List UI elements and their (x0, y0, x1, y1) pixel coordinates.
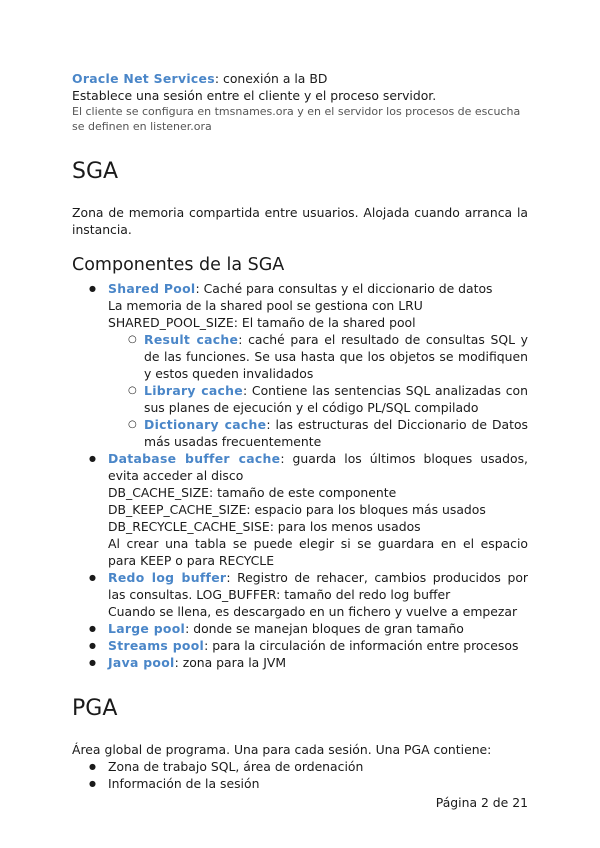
term-java-pool: Java pool (108, 655, 175, 670)
pga-list (72, 758, 528, 792)
page-number: Página 2 de 21 (435, 795, 528, 810)
intro-note: El cliente se configura en tmsnames.ora y en el servidor los procesos de escucha se definen en listener.ora (72, 105, 521, 133)
sublist-item-dictionary-cache: ○ Dictionary cache: las estructuras del Diccionario de Datos más usadas frecuentemente (108, 416, 528, 450)
sublist-item-result-cache: ○ Result cache: caché para el resultado de consultas SQL y de las funciones. Se usa hasta que los objetos se modifiquen y estos queden invalidados (108, 331, 528, 382)
components-list (72, 280, 528, 671)
term-result-cache: Result cache (144, 332, 239, 347)
term-large-pool: Large pool (108, 621, 186, 636)
term-redo-log-buffer: Redo log buffer (108, 570, 227, 585)
heading-pga: PGA (72, 696, 118, 721)
shared-pool-sublist (108, 331, 528, 450)
sublist-item-library-cache: ○ Library cache: Contiene las sentencias SQL analizadas con sus planes de ejecución y el código PL/SQL compilado (108, 382, 528, 416)
pga-paragraph: Área global de programa. Una para cada sesión. Una PGA contiene: (72, 742, 492, 757)
intro-line-2: Establece una sesión entre el cliente y el proceso servidor. (72, 88, 437, 103)
term-oracle-net-services: Oracle Net Services (72, 71, 215, 86)
term-shared-pool: Shared Pool (108, 281, 196, 296)
heading-componentes-sga: Componentes de la SGA (72, 255, 285, 275)
buffer-cache-line-3: DB_KEEP_CACHE_SIZE: espacio para los bloques más usados (108, 502, 486, 517)
sga-paragraph: Zona de memoria compartida entre usuarios. Alojada cuando arranca la instancia. (72, 205, 528, 237)
intro-line-1: Oracle Net Services: conexión a la BD (72, 71, 328, 86)
heading-sga: SGA (72, 159, 119, 184)
redo-log-line-2: Cuando se llena, es descargado en un fichero y vuelve a empezar (108, 604, 518, 619)
term-dictionary-cache: Dictionary cache (144, 417, 267, 432)
buffer-cache-line-4: DB_RECYCLE_CACHE_SISE: para los menos usados (108, 519, 421, 534)
shared-pool-line-3: SHARED_POOL_SIZE: El tamaño de la shared pool (108, 315, 416, 330)
list-item-streams-pool: ● Streams pool: para la circulación de información entre procesos (72, 637, 528, 654)
term-library-cache: Library cache (144, 383, 243, 398)
list-item-pga-1: ● Zona de trabajo SQL, área de ordenación (72, 758, 528, 775)
buffer-cache-line-2: DB_CACHE_SIZE: tamaño de este componente (108, 485, 397, 500)
list-item-pga-2: ● Información de la sesión (72, 775, 528, 792)
shared-pool-line-2: La memoria de la shared pool se gestiona con LRU (108, 298, 423, 313)
list-item-redo-log-buffer: ● Redo log buffer: Registro de rehacer, cambios producidos por las consultas. LOG_BUFFER: tamaño del redo log buffer Cuando se llena, es descargado en un fichero y vuelve a empezar (72, 569, 528, 620)
buffer-cache-line-5: Al crear una tabla se puede elegir si se guardara en el espacio para KEEP o para RECYCLE (108, 536, 528, 568)
list-item-shared-pool: ● Shared Pool: Caché para consultas y el diccionario de datos La memoria de la shared pool se gestiona con LRU SHARED_POOL_SIZE: El tamaño de la shared pool ○ Result cache: caché para el resultado de consultas SQL y de las funciones. Se usa hasta que los objetos se modifiquen y estos queden invalidados ○ Library cache: Contiene las sentencias SQL analizadas con sus planes de ejecución y el código PL/SQL compilado ○ Dictionary cache: las estructuras del Diccionario de Datos más usadas frecuentemente (72, 280, 528, 450)
document-page (72, 70, 528, 792)
list-item-java-pool: ● Java pool: zona para la JVM (72, 654, 528, 671)
term-streams-pool: Streams pool (108, 638, 205, 653)
list-item-large-pool: ● Large pool: donde se manejan bloques de gran tamaño (72, 620, 528, 637)
term-database-buffer-cache: Database buffer cache (108, 451, 281, 466)
list-item-buffer-cache: ● Database buffer cache: guarda los últimos bloques usados, evita acceder al disco DB_CACHE_SIZE: tamaño de este componente DB_KEEP_CACHE_SIZE: espacio para los bloques más usados DB_RECYCLE_CACHE_SISE: para los menos usados Al crear una tabla se puede elegir si se guardara en el espacio para KEEP o para RECYCLE (72, 450, 528, 569)
